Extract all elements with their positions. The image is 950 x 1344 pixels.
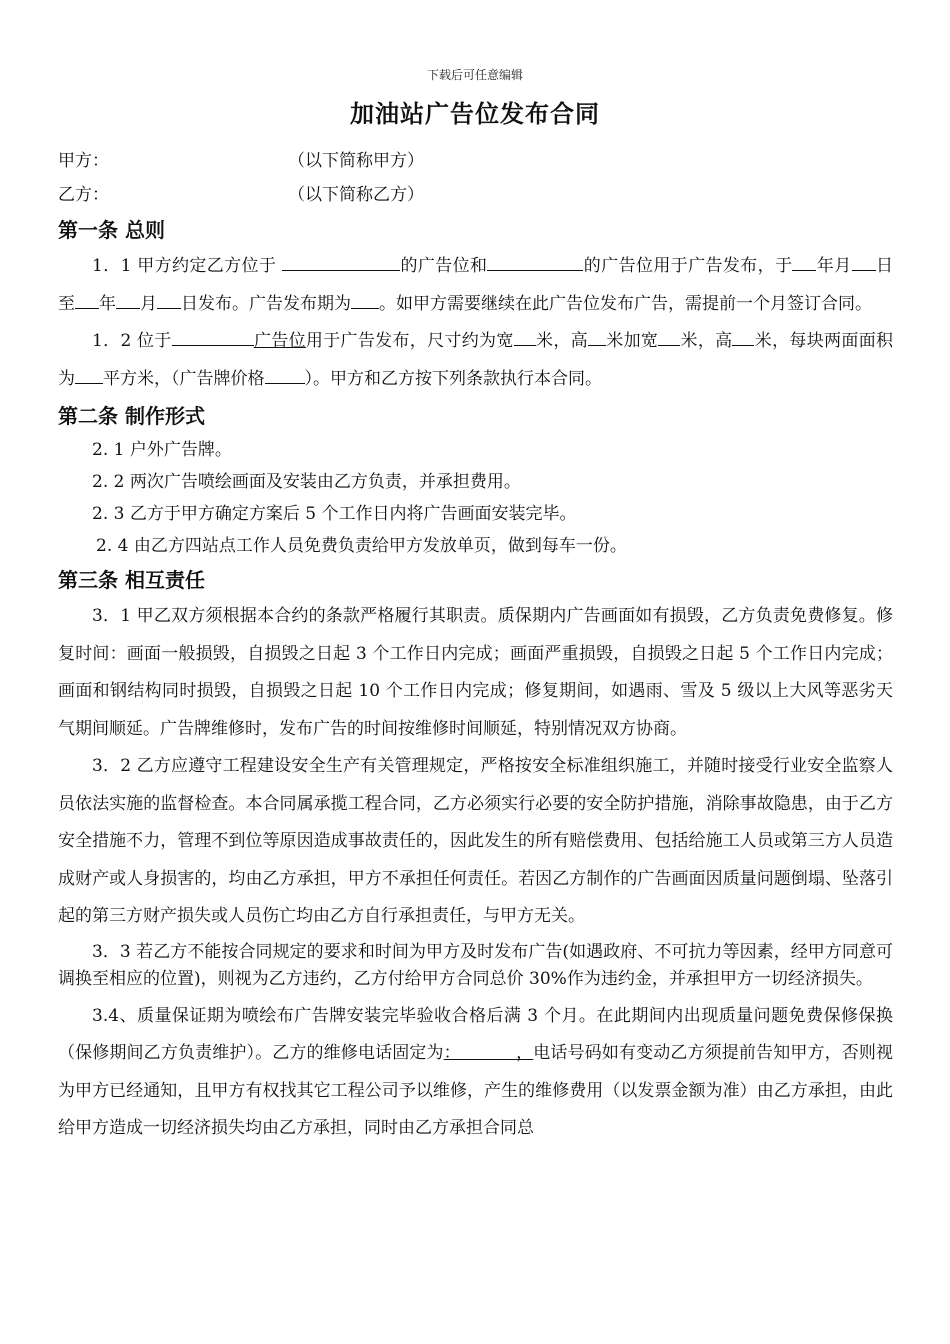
header-note: 下载后可任意编辑 [426,68,523,82]
blank-location-1 [282,252,400,271]
clause-1-1-text-c: 的广告位用于广告发布，于 [583,256,793,276]
clause-1-2-text-f: 米，高 [680,331,733,351]
clause-3-4 [58,998,893,1148]
party-a-label: 甲方： [58,151,109,171]
clause-3-1: 3．1 甲乙双方须根据本合约的条款严格履行其职责。质保期内广告画面如有损毁，乙方负责免费修复。修复时间：画面一般损毁，自损毁之日起 3 个工作日内完成；画面严重损毁，自损毁之日起 5 个工作日内完成；画面和钢结构同时损毁，自损毁之日起 10 个工作日内完成；修复期间，如遇雨、雪及 5 级以上大风等恶劣天气期间顺延。广告牌维修时，发布广告的时间按维修时间顺延，特别情况双方协商。 [58,606,893,739]
blank-month-end [116,290,140,309]
blank-height-2 [732,327,754,346]
blank-area [75,365,103,384]
clause-2-3: 2. 3 乙方于甲方确定方案后 5 个工作日内将广告画面安装完毕。 [92,504,577,524]
contract-body [58,144,893,1148]
clause-3-3: 3．3 若乙方不能按合同规定的要求和时间为甲方及时发布广告(如遇政府、不可抗力等因素，经甲方同意可调换至相应的位置)，则视为乙方违约，乙方付给甲方合同总价 30%作为违约金，并承担甲方一切经济损失。 [58,941,893,989]
clause-1-1-text-i: 。如甲方需要继续在此广告位发布广告，需提前一个月签订合同。 [379,293,872,314]
blank-location-2 [487,252,583,271]
party-b-note: （以下简称乙方） [288,185,424,205]
clause-1-1-text-h: 日发布。广告发布期为 [181,293,351,314]
blank-price [265,365,305,384]
clause-1-2 [58,323,893,398]
party-a-note: （以下简称甲方） [288,151,424,171]
section-heading-1: 第一条 总则 [58,218,165,242]
clause-1-2-text-c: 用于广告发布，尺寸约为宽 [305,331,514,351]
blank-day-start [852,252,876,271]
clause-1-2-text-d: 米，高 [535,331,588,351]
clause-1-1-text-e: 日至 [58,256,894,314]
blank-year-end [75,290,99,309]
blank-period [351,290,379,309]
repair-phone-blank: ： ， [443,1043,534,1063]
blank-width-1 [514,327,536,346]
party-b-label: 乙方： [58,185,109,205]
clause-3-4-text-c: 电话号码如有变动乙方须提前告知甲方，否则视为甲方已经通知，且甲方有权找其它工程公司予以维修，产生的维修费用（以发票金额为准）由乙方承担，由此给甲方造成一切经济损失均由乙方承担，同时由乙方承担合同总 [58,1043,894,1138]
clause-3-4-text-a: 3.4、质量保证期为喷绘布广告牌安装完毕验收合格后满 3 个月。在此期间内出现质量问题免费保修保换（保修期间乙方负责维护）。乙方的维修电话固定为 [58,1005,893,1063]
clause-1-1-text-b: 的广告位和 [400,256,488,276]
clause-2-1: 2. 1 户外广告牌。 [92,440,232,460]
clause-1-2-text-a: 1．2 位于 [92,331,172,351]
clause-1-1-text-d: 年月 [816,256,852,276]
clause-1-2-text-b: 广告位 [253,331,306,351]
party-b-line [58,178,893,212]
blank-year-start [792,252,816,271]
section-heading-3: 第三条 相互责任 [58,568,205,592]
blank-location-3 [172,327,254,346]
blank-width-2 [658,327,680,346]
section-heading-2: 第二条 制作形式 [58,404,205,428]
clause-1-2-text-g: 米，每块两面面积为 [58,331,894,389]
clause-1-2-text-e: 米加宽 [605,331,659,351]
page-title: 加油站广告位发布合同 [350,99,600,128]
clause-1-1 [58,248,893,323]
clause-1-1-text-a: 1．1 甲方约定乙方位于 [92,256,283,276]
clause-1-1-text-f: 年 [99,293,116,314]
clause-3-2: 3．2 乙方应遵守工程建设安全生产有关管理规定，严格按安全标准组织施工，并随时接受行业安全监察人员依法实施的监督检查。本合同属承揽工程合同，乙方必须实行必要的安全防护措施，消除事故隐患，由于乙方安全措施不力，管理不到位等原因造成事故责任的，因此发生的所有赔偿费用、包括给施工人员或第三方人员造成财产或人身损害的，均由乙方承担，甲方不承担任何责任。若因乙方制作的广告画面因质量问题倒塌、坠落引起的第三方财产损失或人员伤亡均由乙方自行承担责任，与甲方无关。 [58,756,893,926]
clause-1-1-text-g: 月 [140,293,157,314]
party-a-line [58,144,893,178]
clause-1-2-text-i: ）。甲方和乙方按下列条款执行本合同。 [304,368,602,389]
blank-height-1 [588,327,606,346]
clause-2-4: 2. 4 由乙方四站点工作人员免费负责给甲方发放单页，做到每车一份。 [96,536,627,556]
clause-1-2-text-h: 平方米，（广告牌价格 [103,368,265,389]
blank-day-end [157,290,181,309]
clause-2-2: 2. 2 两次广告喷绘画面及安装由乙方负责，并承担费用。 [92,472,521,492]
